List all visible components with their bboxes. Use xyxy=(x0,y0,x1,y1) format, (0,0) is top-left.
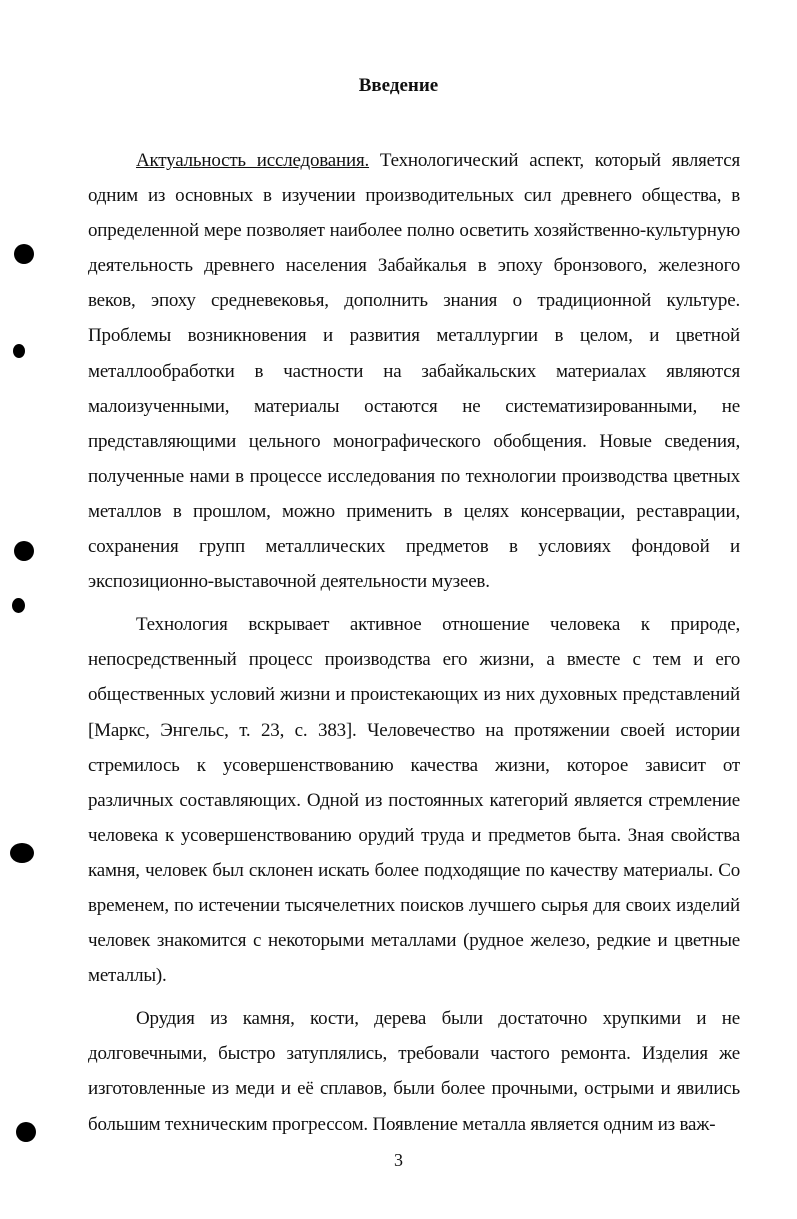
page-number: 3 xyxy=(394,1150,403,1170)
paragraph-1-text: Технологический аспект, который является одним из основных в изучении производительных сил древнего общества, в определенной мере позволяет наиболее полно осветить хозяйственно-культурную деятельность древнего населения Забайкалья в эпоху бронзового, железного веков, эпоху средневековья, дополнить знания о традиционной культуре. Проблемы возникновения и развития металлургии в целом, и цветной металлообработки в частности на забайкальских материалах являются малоизученными, материалы остаются не систематизированными, не представляющими цельного монографического обобщения. Новые сведения, полученные нами в процессе исследования по технологии производства цветных металлов в прошлом, можно применить в целях консервации, реставрации, сохранения групп металлических предметов в условиях фондовой и экспозиционно-выставочной деятельности музеев. xyxy=(88,150,740,593)
paragraph-1 xyxy=(88,143,740,599)
body-text xyxy=(88,143,740,1142)
binding-hole-5 xyxy=(10,843,34,863)
binding-hole-4 xyxy=(12,598,25,613)
binding-hole-3 xyxy=(14,541,34,561)
binding-hole-6 xyxy=(16,1122,36,1142)
binding-hole-2 xyxy=(13,344,25,358)
binding-hole-1 xyxy=(14,244,34,264)
paragraph-2: Технология вскрывает активное отношение человека к природе, непосредственный процесс производства его жизни, а вместе с тем и его общественных условий жизни и проистекающих из них духовных представлений [Маркс, Энгельс, т. 23, с. 383]. Человечество на протяжении своей истории стремилось к усовершенствованию качества жизни, которое зависит от различных составляющих. Одной из постоянных категорий является стремление человека к усовершенствованию орудий труда и предметов быта. Зная свойства камня, человек был склонен искать более подходящие по качеству материалы. Со временем, по истечении тысячелетних поисков лучшего сырья для своих изделий человек знакомится с некоторыми металлами (рудное железо, редкие и цветные металлы). xyxy=(88,614,740,987)
paragraph-3: Орудия из камня, кости, дерева были достаточно хрупкими и не долговечными, быстро затуплялись, требовали частого ремонта. Изделия же изготовленные из меди и её сплавов, были более прочными, острыми и явились большим техническим прогрессом. Появление металла является одним из важ- xyxy=(88,1008,740,1135)
section-lead: Актуальность исследования. xyxy=(136,150,370,171)
page-title: Введение xyxy=(358,75,439,96)
